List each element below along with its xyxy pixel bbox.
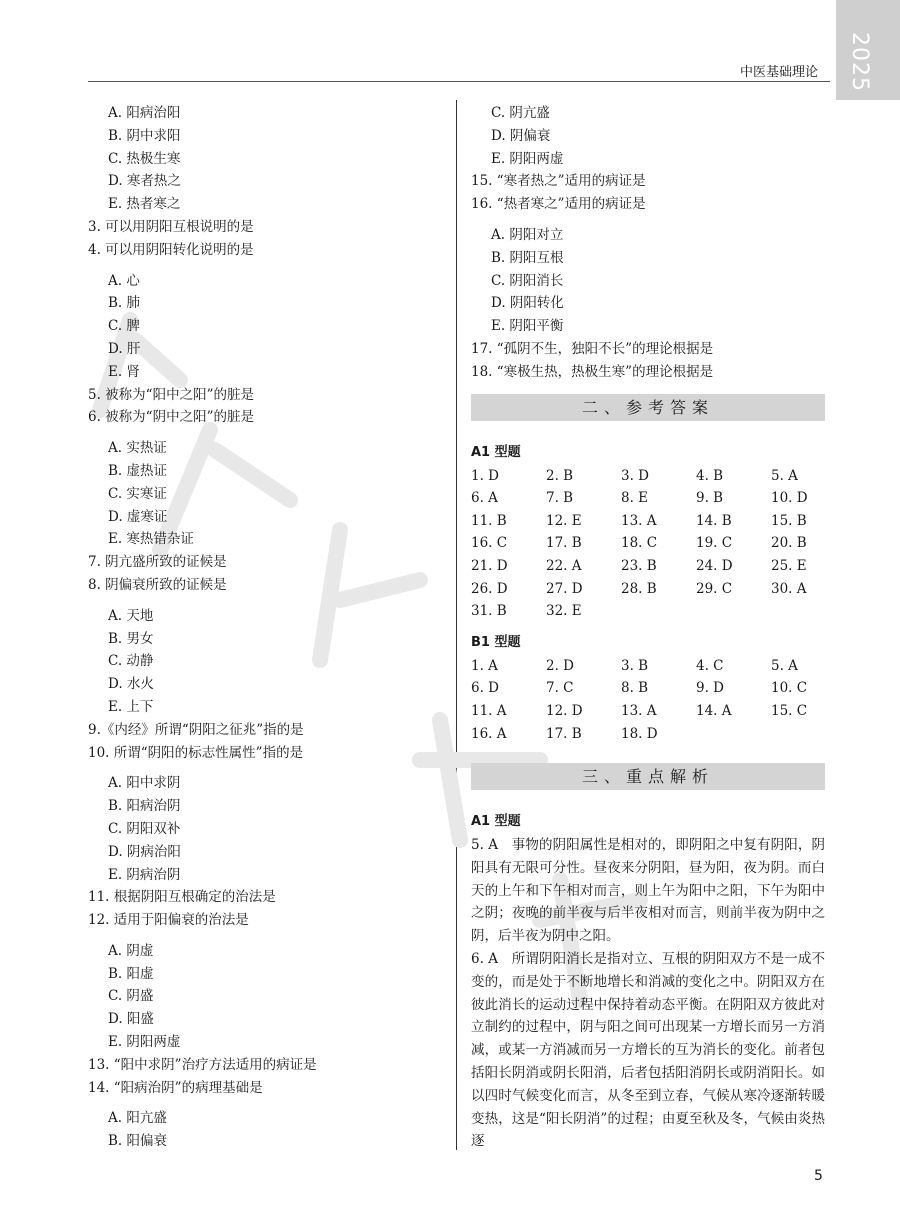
question-stem: 10. 所谓“阴阳的标志性属性”指的是 <box>88 744 304 761</box>
answer-key-cell: 6. A <box>471 490 498 507</box>
answer-key-cell: 19. C <box>696 535 733 552</box>
answer-key-cell: 31. B <box>471 603 507 620</box>
right-question-list <box>471 102 825 384</box>
answer-key-cell: 13. A <box>621 512 657 529</box>
spacer <box>88 429 448 437</box>
question-stem: 12. 适用于阳偏衰的治法是 <box>88 912 249 929</box>
answers-a1-grid <box>471 465 825 623</box>
question-stem: 8. 阴偏衰所致的证候是 <box>88 576 227 593</box>
answer-key-cell: 11. B <box>471 512 507 529</box>
spacer <box>88 932 448 940</box>
question-stem: 5. 被称为“阳中之阳”的脏是 <box>88 386 254 403</box>
column-divider <box>456 100 457 1150</box>
answer-key-cell: 18. D <box>621 725 658 742</box>
answer-key-cell: 27. D <box>546 580 583 597</box>
answer-option: B. 阳偏衰 <box>108 1133 168 1150</box>
answer-option: A. 天地 <box>108 607 154 624</box>
question-stem: 13. “阳中求阴”治疗方法适用的病证是 <box>88 1056 317 1073</box>
answer-option: E. 阴病治阴 <box>108 866 181 883</box>
question-stem: 6. 被称为“阴中之阳”的脏是 <box>88 409 254 426</box>
answer-key-cell: 22. A <box>546 557 582 574</box>
answer-option: B. 男女 <box>108 630 154 647</box>
answer-option: C. 动静 <box>108 653 154 670</box>
answer-key-cell: 14. B <box>696 512 732 529</box>
question-stem: 4. 可以用阴阳转化说明的是 <box>88 241 254 258</box>
answer-key-cell: 1. A <box>471 657 498 674</box>
answer-key-cell: 2. D <box>546 657 574 674</box>
question-stem: 16. “热者寒之”适用的病证是 <box>471 196 646 213</box>
question-stem: 14. “阳病治阴”的病理基础是 <box>88 1079 263 1096</box>
answer-key-cell: 9. D <box>696 680 724 697</box>
spacer <box>471 216 825 224</box>
answer-key-cell: 11. A <box>471 702 507 719</box>
analysis-section-title: 三、重点解析 <box>471 763 825 790</box>
answer-key-cell: 16. C <box>471 535 508 552</box>
answers-section-title: 二、参考答案 <box>471 394 825 421</box>
answer-option: C. 脾 <box>108 318 140 335</box>
answer-option: C. 实寒证 <box>108 485 167 502</box>
answer-key-cell: 21. D <box>471 557 508 574</box>
answer-option: A. 心 <box>108 272 140 289</box>
answer-key-cell: 10. D <box>771 490 808 507</box>
answer-option: A. 阴虚 <box>108 942 154 959</box>
answer-key-cell: 12. E <box>546 512 582 529</box>
answer-key-cell: 3. B <box>621 657 649 674</box>
answer-key-cell: 8. B <box>621 680 649 697</box>
answer-option: B. 阳病治阴 <box>108 798 181 815</box>
answers-b1-grid <box>471 655 825 745</box>
header-rule <box>88 81 830 82</box>
answer-key-cell: 13. A <box>621 702 657 719</box>
answer-option: C. 热极生寒 <box>108 150 181 167</box>
answer-option: D. 水火 <box>108 676 154 693</box>
analysis-paragraph: 5. A 事物的阴阳属性是相对的，即阴阳之中复有阴阳，阴阳具有无限可分性。昼夜来分阴阳，昼为阳，夜为阴。而白天的上午和下午相对而言，则上午为阳中之阳，下午为阳中之阴；夜晚的前半夜与后半夜相对而言，则前半夜为阴中之阴，后半夜为阴中之阳。 <box>471 837 825 945</box>
answer-option: B. 阴阳互根 <box>491 249 564 266</box>
answer-option: A. 阴阳对立 <box>491 226 564 243</box>
answer-option: D. 肝 <box>108 340 141 357</box>
year-label: 2025 <box>847 32 872 92</box>
answer-option: D. 阳盛 <box>108 1011 154 1028</box>
answer-option: B. 阳虚 <box>108 965 154 982</box>
answer-key-cell: 16. A <box>471 725 507 742</box>
answer-key-cell: 17. B <box>546 725 582 742</box>
answer-option: C. 阴盛 <box>108 988 154 1005</box>
answer-option: E. 阴阳两虚 <box>108 1034 181 1051</box>
answer-option: B. 阴中求阳 <box>108 127 181 144</box>
question-stem: 18. “寒极生热，热极生寒”的理论根据是 <box>471 363 714 380</box>
answer-option: E. 热者寒之 <box>108 196 181 213</box>
question-stem: 15. “寒者热之”适用的病证是 <box>471 173 646 190</box>
answer-option: A. 阳病治阳 <box>108 105 181 121</box>
answer-key-cell: 20. B <box>771 535 807 552</box>
answer-key-cell: 26. D <box>471 580 508 597</box>
answer-key-cell: 4. B <box>696 467 724 484</box>
question-stem: 17. “孤阴不生，独阳不长”的理论根据是 <box>471 340 714 357</box>
right-column <box>471 102 825 1153</box>
answer-option: E. 上下 <box>108 698 154 715</box>
answer-key-cell: 29. C <box>696 580 733 597</box>
answer-key-cell: 15. B <box>771 512 807 529</box>
answer-option: E. 肾 <box>108 363 140 380</box>
spacer <box>88 262 448 270</box>
answer-option: D. 虚寒证 <box>108 508 168 525</box>
spacer <box>88 597 448 605</box>
answer-key-cell: 18. C <box>621 535 658 552</box>
answer-option: C. 阴阳双补 <box>108 820 181 837</box>
answer-option: A. 阳亢盛 <box>108 1110 167 1127</box>
answer-key-cell: 4. C <box>696 657 724 674</box>
answer-option: E. 阴阳两虚 <box>491 150 564 167</box>
answer-key-cell: 5. A <box>771 467 798 484</box>
answer-key-cell: 6. D <box>471 680 499 697</box>
answer-option: D. 寒者热之 <box>108 173 181 190</box>
question-stem: 3. 可以用阴阳互根说明的是 <box>88 218 254 235</box>
answer-key-cell: 7. C <box>546 680 574 697</box>
answer-key-cell: 8. E <box>621 490 649 507</box>
answer-option: E. 寒热错杂证 <box>108 531 194 548</box>
answer-key-cell: 3. D <box>621 467 649 484</box>
answer-key-cell: 14. A <box>696 702 732 719</box>
question-stem: 7. 阴亢盛所致的证候是 <box>88 554 227 571</box>
answer-option: B. 肺 <box>108 295 141 312</box>
answer-option: D. 阴阳转化 <box>491 295 564 312</box>
answer-key-cell: 10. C <box>771 680 808 697</box>
question-stem: 11. 根据阴阳互根确定的治法是 <box>88 889 276 906</box>
answer-option: C. 阴亢盛 <box>491 105 550 121</box>
question-stem: 9.《内经》所谓“阴阳之征兆”指的是 <box>88 721 304 738</box>
answers-b1-label: B1 型题 <box>471 634 521 650</box>
answer-option: B. 虚热证 <box>108 462 168 479</box>
answer-key-cell: 7. B <box>546 490 574 507</box>
answer-key-cell: 12. D <box>546 702 583 719</box>
answers-a1-label: A1 型题 <box>471 444 521 460</box>
answer-key-cell: 30. A <box>771 580 807 597</box>
spacer <box>88 1099 448 1107</box>
answer-key-cell: 17. B <box>546 535 582 552</box>
page-number: 5 <box>814 1168 823 1184</box>
spacer <box>88 764 448 772</box>
answer-option: A. 实热证 <box>108 440 167 457</box>
left-column <box>88 102 448 1153</box>
answer-key-cell: 24. D <box>696 557 733 574</box>
answer-key-cell: 2. B <box>546 467 574 484</box>
answer-option: A. 阳中求阴 <box>108 775 181 792</box>
answer-option: C. 阴阳消长 <box>491 272 564 289</box>
analysis-paragraph: 6. A 所谓阴阳消长是指对立、互根的阴阳双方不是一成不变的，而是处于不断地增长和消减的变化之中。阴阳双方在彼此消长的运动过程中保持着动态平衡。在阴阳双方彼此对立制约的过程中，阴与阳之间可出现某一方增长而另一方消减，或某一方消减而另一方增长的互为消长的变化。前者包括阳长阴消或阴长阳消，后者包括阳消阴长或阴消阳长。如以四时气候变化而言，从冬至到立春，气候从寒冷逐渐转暖变热，这是“阳长阴消”的过程；由夏至秋及冬，气候由炎热逐 <box>471 951 825 1150</box>
answer-key-cell: 25. E <box>771 557 807 574</box>
answer-key-cell: 1. D <box>471 467 499 484</box>
answer-key-cell: 28. B <box>621 580 657 597</box>
analysis-a1-label: A1 型题 <box>471 814 521 830</box>
answer-key-cell: 9. B <box>696 490 724 507</box>
answer-option: E. 阴阳平衡 <box>491 318 564 335</box>
answer-key-cell: 15. C <box>771 702 808 719</box>
answer-option: D. 阴病治阳 <box>108 843 181 860</box>
answer-key-cell: 32. E <box>546 603 582 620</box>
running-header-subject: 中医基础理论 <box>740 65 819 80</box>
answer-key-cell: 23. B <box>621 557 657 574</box>
answer-option: D. 阴偏衰 <box>491 127 551 144</box>
answer-key-cell: 5. A <box>771 657 798 674</box>
